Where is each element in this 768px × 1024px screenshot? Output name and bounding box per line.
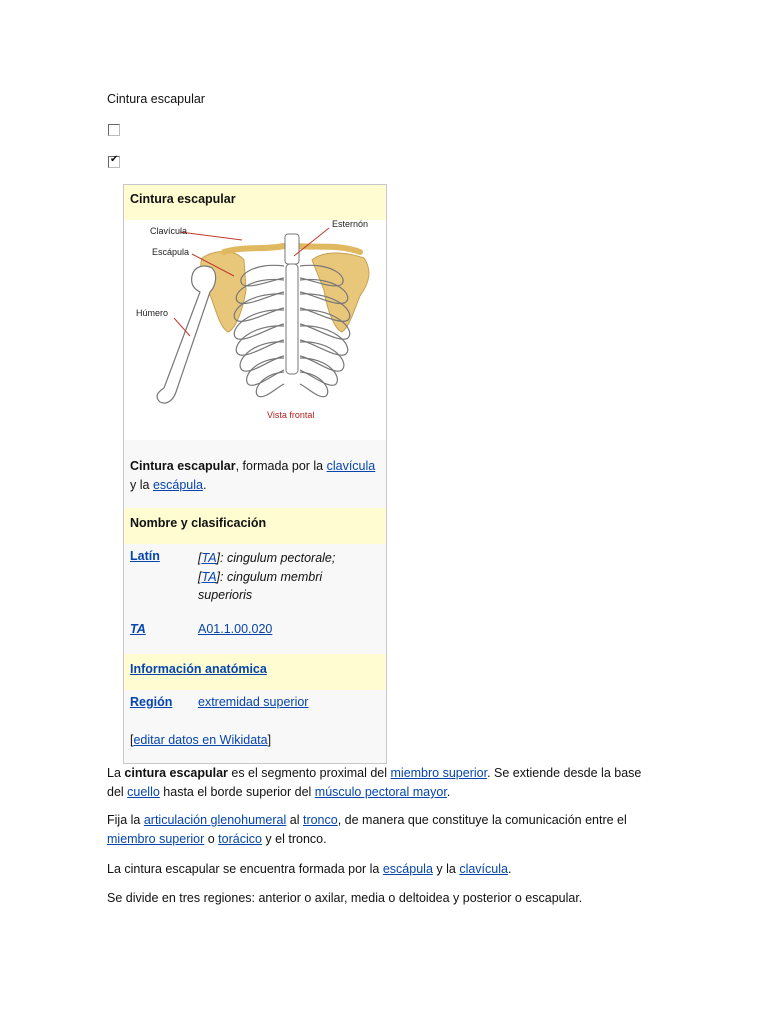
- infobox-image-skeleton: [124, 220, 386, 440]
- link-tronco[interactable]: tronco: [302, 813, 338, 827]
- region-value-link[interactable]: extremidad superior: [198, 695, 309, 709]
- ta-link-1[interactable]: TA: [201, 551, 217, 565]
- label-vista-frontal: Vista frontal: [267, 410, 315, 420]
- ta-label-link[interactable]: TA: [130, 622, 146, 636]
- section-header-nombre: Nombre y clasificación: [124, 508, 386, 544]
- label-clavicula: Clavícula: [150, 226, 188, 236]
- document-title: Cintura escapular: [107, 92, 205, 106]
- latin-label-link[interactable]: Latín: [130, 549, 160, 563]
- latin-value: [TA]: cingulum pectorale; [TA]: cingulum membri superioris: [198, 551, 336, 602]
- paragraph-1: La cintura escapular es el segmento proximal del miembro superior. Se extiende desde la base del cuello hasta el borde superior del músculo pectoral mayor.: [107, 766, 642, 799]
- paragraph-3: La cintura escapular se encuentra formada por la escápula y la clavícula.: [107, 862, 512, 876]
- label-humero: Húmero: [136, 308, 169, 318]
- link-miembro-superior[interactable]: miembro superior: [390, 766, 488, 780]
- label-escapula: Escápula: [152, 247, 190, 257]
- link-musculo-pectoral[interactable]: músculo pectoral mayor: [314, 785, 447, 799]
- link-articulacion[interactable]: articulación glenohumeral: [143, 813, 287, 827]
- link-escapula[interactable]: escápula: [152, 478, 203, 492]
- informacion-anatomica-link[interactable]: Información anatómica: [130, 662, 267, 676]
- paragraph-4: Se divide en tres regiones: anterior o axilar, media o deltoidea y posterior o escapular.: [107, 891, 583, 905]
- link-cuello[interactable]: cuello: [127, 785, 160, 799]
- label-esternon: Esternón: [332, 220, 369, 229]
- checkbox-unchecked[interactable]: [108, 124, 120, 136]
- shoulder-girdle-illustration: [124, 220, 386, 440]
- infobox-caption: Cintura escapular, formada por la clavícula y la escápula.: [130, 459, 376, 492]
- paragraph-2: Fija la articulación glenohumeral al tronco, de manera que constituye la comunicación entre el miembro superior o torácico y el tronco.: [107, 813, 627, 846]
- ta-link-2[interactable]: TA: [201, 569, 217, 584]
- section-header-informacion: [124, 654, 386, 690]
- wikidata-link[interactable]: editar datos en Wikidata: [133, 733, 268, 747]
- infobox: [123, 184, 387, 764]
- link-clavicula-2[interactable]: clavícula: [459, 862, 508, 876]
- ta-value-link[interactable]: A01.1.00.020: [198, 622, 273, 636]
- link-miembro-superior-2[interactable]: miembro superior: [107, 832, 205, 846]
- link-toracico[interactable]: torácico: [218, 832, 262, 846]
- link-escapula-2[interactable]: escápula: [382, 862, 433, 876]
- link-clavicula[interactable]: clavícula: [326, 459, 376, 473]
- checkmark-icon: ✔: [110, 154, 119, 165]
- wikidata-edit: [editar datos en Wikidata]: [130, 733, 272, 747]
- infobox-title: Cintura escapular: [124, 185, 386, 220]
- region-label-link[interactable]: Región: [130, 695, 173, 709]
- checkbox-checked[interactable]: [108, 156, 120, 168]
